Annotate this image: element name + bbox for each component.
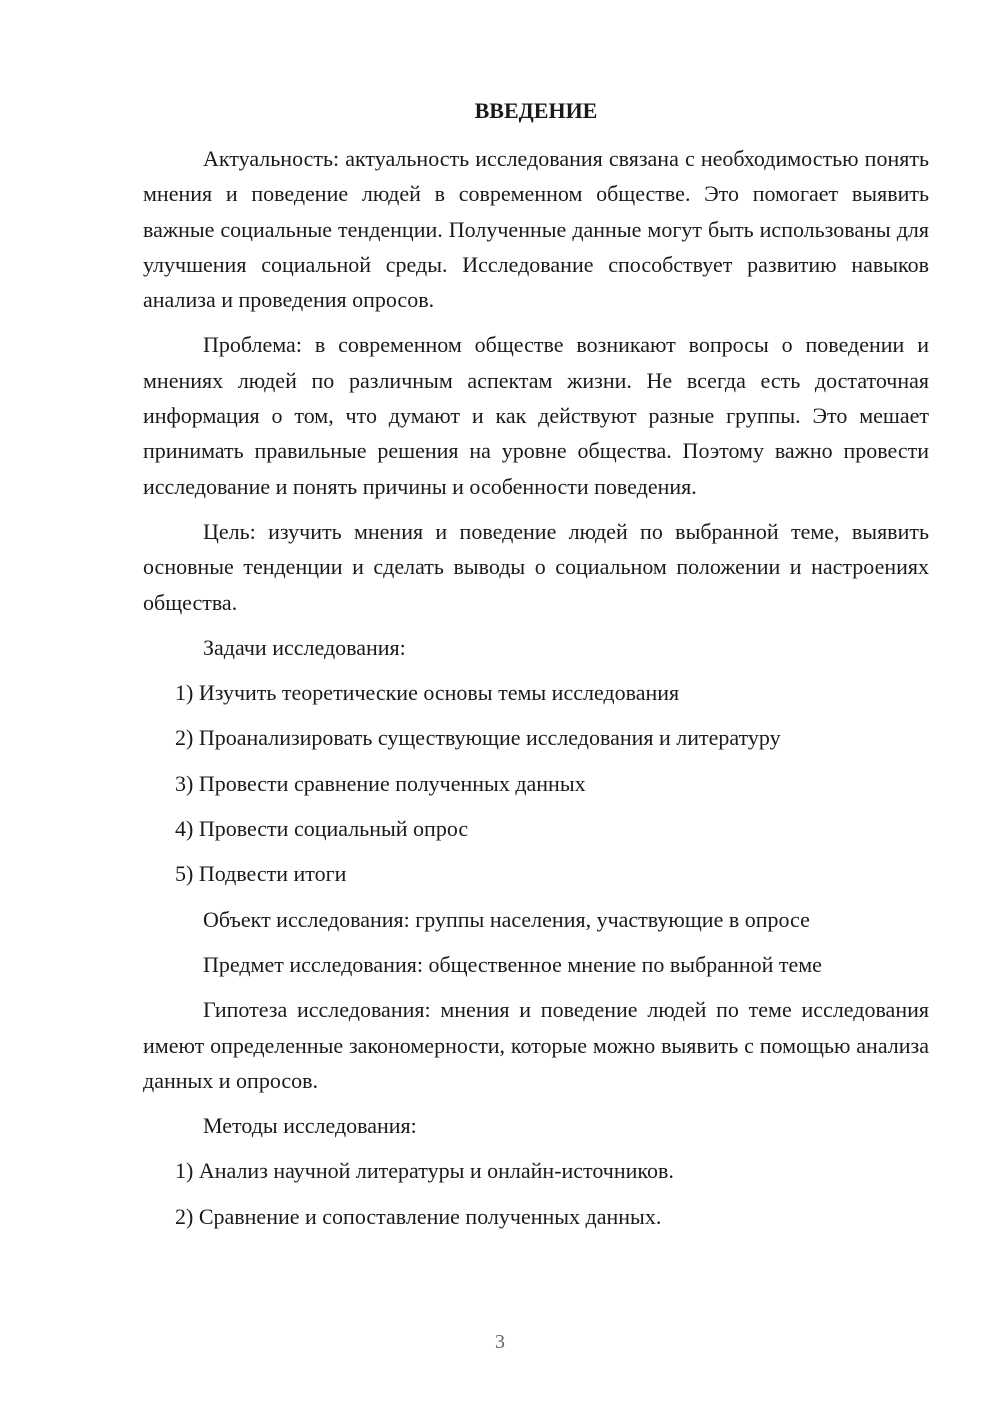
tasks-heading: Задачи исследования: (203, 634, 406, 660)
task-item: 2) Проанализировать существующие исследования и литературу (175, 725, 781, 751)
methods-heading: Методы исследования: (203, 1113, 417, 1139)
page-content (143, 94, 929, 1244)
task-item: 3) Провести сравнение полученных данных (175, 770, 586, 796)
task-item: 4) Провести социальный опрос (175, 816, 469, 842)
relevance-paragraph: Актуальность: актуальность исследования связана с необходимостью понять мнения и поведение людей в современном обществе. Это помогает выявить важные социальные тенденции. Полученные данные могут быть использованы для улучшения социальной среды. Исследование способствует развитию навыков анализа и проведения опросов. (143, 146, 929, 313)
method-item: 1) Анализ научной литературы и онлайн-источников. (175, 1158, 674, 1184)
hypothesis-paragraph: Гипотеза исследования: мнения и поведение людей по теме исследования имеют определенные закономерности, которые можно выявить с помощью анализа данных и опросов. (143, 997, 929, 1093)
task-item: 5) Подвести итоги (175, 861, 347, 887)
task-item: 1) Изучить теоретические основы темы исследования (175, 680, 680, 706)
object-line: Объект исследования: группы населения, участвующие в опросе (203, 906, 810, 932)
methods-list (143, 1153, 929, 1234)
page-number: 3 (495, 1331, 505, 1353)
goal-paragraph: Цель: изучить мнения и поведение людей по выбранной теме, выявить основные тенденции и сделать выводы о социальном положении и настроениях общества. (143, 518, 929, 615)
problem-paragraph: Проблема: в современном обществе возникают вопросы о поведении и мнениях людей по различным аспектам жизни. Не всегда есть достаточная информация о том, что думают и как действуют разные группы. Это мешает принимать правильные решения на уровне общества. Поэтому важно провести исследование и понять причины и особенности поведения. (143, 332, 929, 499)
tasks-list (143, 675, 929, 891)
method-item: 2) Сравнение и сопоставление полученных данных. (175, 1203, 662, 1229)
subject-line: Предмет исследования: общественное мнение по выбранной теме (203, 951, 822, 977)
page-title: ВВЕДЕНИЕ (474, 98, 598, 123)
